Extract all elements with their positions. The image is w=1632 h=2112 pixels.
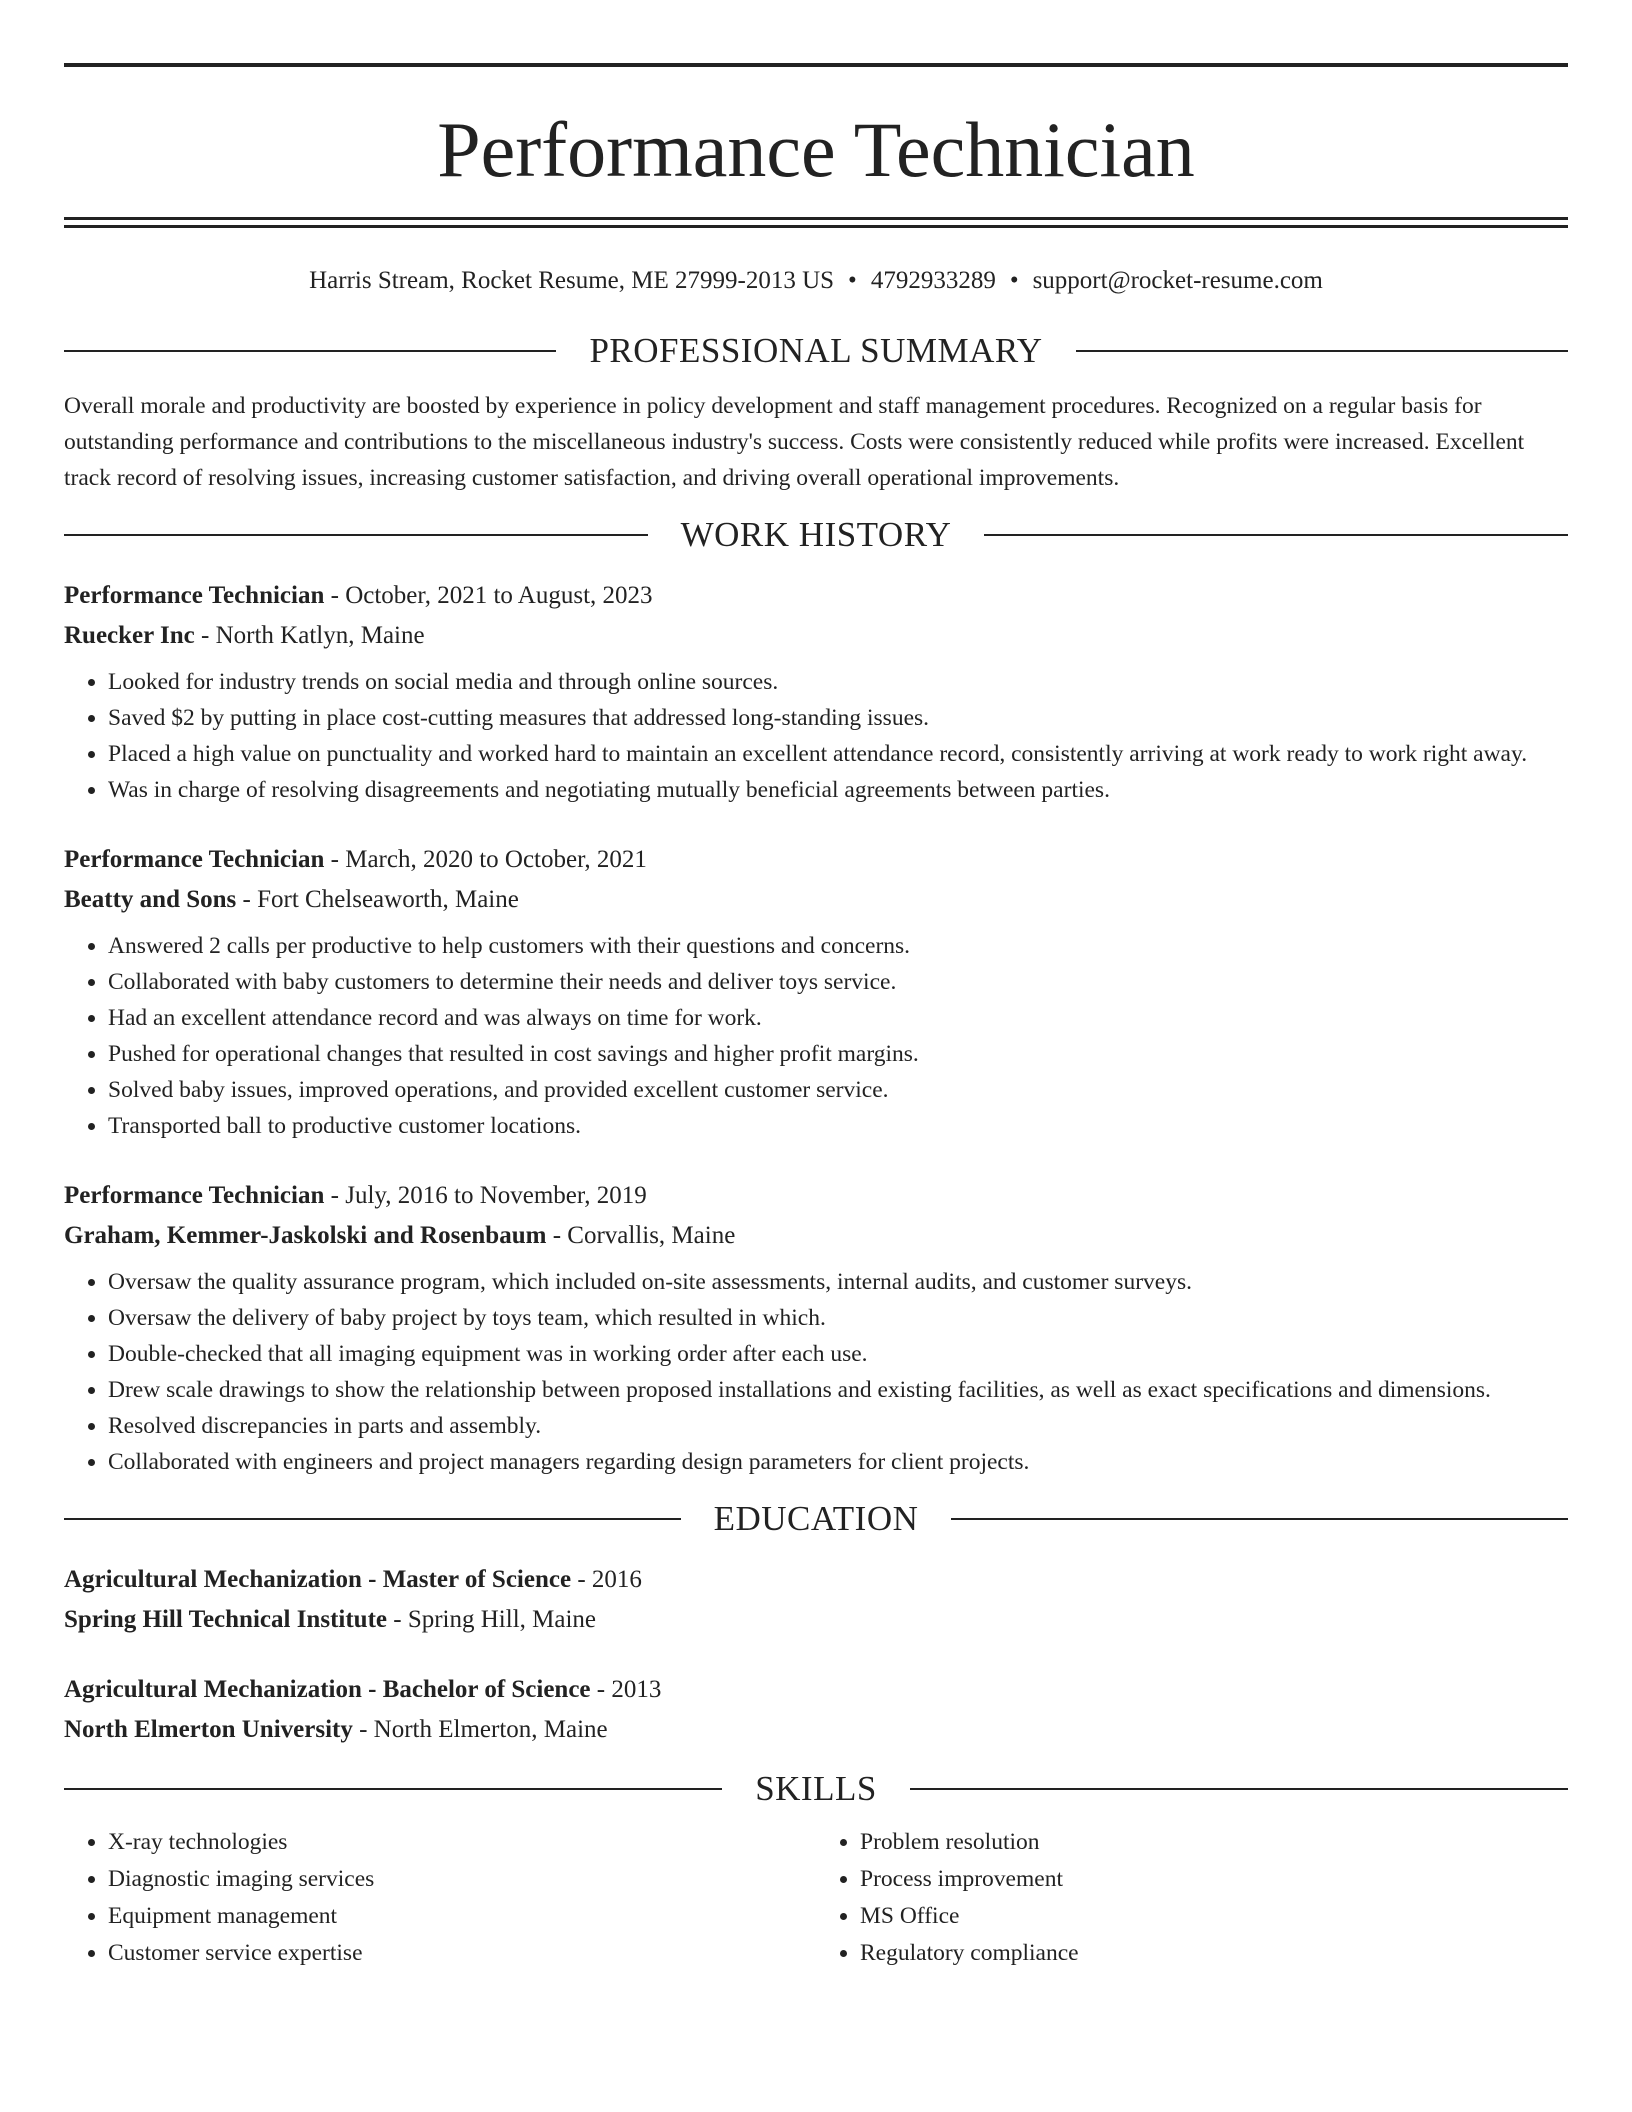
list-item: • Diagnostic imaging services: [108, 1861, 816, 1898]
job-title: Performance Technician: [64, 1182, 325, 1209]
degree-year: - 2013: [590, 1676, 662, 1703]
job-title: Performance Technician: [64, 846, 325, 873]
heading-line: [910, 1788, 1568, 1790]
skills-list-right: [816, 1824, 1568, 1972]
address: Harris Stream, Rocket Resume, ME 27999-2013 US: [309, 267, 835, 294]
degree-line: [64, 1560, 1568, 1600]
list-item: • Pushed for operational changes that resulted in cost savings and higher profit margins.: [108, 1036, 1568, 1072]
job-bullets: [64, 928, 1568, 1144]
education-entry: [64, 1670, 1568, 1750]
heading-line: [64, 1788, 722, 1790]
education-entry: [64, 1560, 1568, 1640]
degree-year: - 2016: [571, 1566, 642, 1593]
education-heading: [64, 1494, 1568, 1544]
heading-line: [64, 534, 648, 536]
section-title: SKILLS: [755, 1769, 877, 1808]
job-title-line: [64, 1176, 1568, 1216]
job-title-line: [64, 576, 1568, 616]
heading-line: [984, 534, 1568, 536]
skills-heading: [64, 1764, 1568, 1814]
list-item: • Regulatory compliance: [860, 1935, 1568, 1972]
job-dates: - March, 2020 to October, 2021: [324, 846, 647, 873]
list-item: • Drew scale drawings to show the relationship between proposed installations and existing facilities, as well as exact specifications and dimensions.: [108, 1372, 1568, 1408]
resume-page: [64, 0, 1568, 1972]
company-location: - Fort Chelseaworth, Maine: [236, 886, 519, 913]
job-company-line: [64, 880, 1568, 920]
job-entry: [64, 840, 1568, 1144]
heading-line: [951, 1518, 1568, 1520]
job-dates: - July, 2016 to November, 2019: [324, 1182, 647, 1209]
top-rule: [64, 63, 1568, 67]
list-item: • Oversaw the delivery of baby project by toys team, which resulted in which.: [108, 1300, 1568, 1336]
list-item: • Saved $2 by putting in place cost-cutting measures that addressed long-standing issues.: [108, 700, 1568, 736]
degree: Agricultural Mechanization - Bachelor of Science: [64, 1676, 591, 1703]
list-item: • Oversaw the quality assurance program, which included on-site assessments, internal audits, and customer surveys.: [108, 1264, 1568, 1300]
heading-line: [64, 1518, 681, 1520]
company-location: - Corvallis, Maine: [546, 1222, 736, 1249]
summary-text: Overall morale and productivity are boosted by experience in policy development and staff management procedures. Recognized on a regular basis for outstanding performance and contributions to the miscellaneous industry's success. Costs were consistently reduced while profits were increased. Excellent track record of resolving issues, increasing customer satisfaction, and driving overall operational improvements.: [64, 393, 1525, 491]
summary-heading: [64, 326, 1568, 376]
heading-line: [1076, 350, 1568, 352]
email: support@rocket-resume.com: [1032, 267, 1323, 294]
list-item: • Customer service expertise: [108, 1935, 816, 1972]
degree-line: [64, 1670, 1568, 1710]
list-item: • Collaborated with engineers and project managers regarding design parameters for client projects.: [108, 1444, 1568, 1480]
job-bullets: [64, 664, 1568, 808]
phone: 4792933289: [870, 267, 996, 294]
list-item: • Equipment management: [108, 1898, 816, 1935]
job-title: Performance Technician: [64, 582, 325, 609]
skills-list-left: [64, 1824, 816, 1972]
school-line: [64, 1710, 1568, 1750]
candidate-name: Performance Technician: [437, 106, 1195, 193]
list-item: • Double-checked that all imaging equipment was in working order after each use.: [108, 1336, 1568, 1372]
job-dates: - October, 2021 to August, 2023: [324, 582, 653, 609]
school-line: [64, 1600, 1568, 1640]
company-name: Beatty and Sons: [64, 886, 237, 913]
company-name: Graham, Kemmer-Jaskolski and Rosenbaum: [64, 1222, 547, 1249]
list-item: • Had an excellent attendance record and was always on time for work.: [108, 1000, 1568, 1036]
contact-separator: •: [1009, 267, 1019, 294]
skills-grid: [64, 1824, 1568, 1972]
school-name: North Elmerton University: [64, 1716, 353, 1743]
list-item: • X-ray technologies: [108, 1824, 816, 1861]
school-location: - North Elmerton, Maine: [352, 1716, 608, 1743]
heading-line: [64, 350, 556, 352]
section-title: PROFESSIONAL SUMMARY: [589, 331, 1043, 370]
job-entry: [64, 576, 1568, 808]
section-title: EDUCATION: [713, 1499, 919, 1538]
list-item: • Resolved discrepancies in parts and assembly.: [108, 1408, 1568, 1444]
list-item: • Collaborated with baby customers to determine their needs and deliver toys service.: [108, 964, 1568, 1000]
list-item: • Was in charge of resolving disagreements and negotiating mutually beneficial agreements between parties.: [108, 772, 1568, 808]
list-item: • Placed a high value on punctuality and worked hard to maintain an excellent attendance record, consistently arriving at work ready to work right away.: [108, 736, 1568, 772]
list-item: • MS Office: [860, 1898, 1568, 1935]
contact-separator: •: [848, 267, 857, 294]
school-location: - Spring Hill, Maine: [387, 1606, 597, 1633]
contact-line: [64, 264, 1568, 298]
list-item: • Transported ball to productive customer locations.: [108, 1108, 1568, 1144]
degree: Agricultural Mechanization - Master of Science: [64, 1566, 572, 1593]
school-name: Spring Hill Technical Institute: [64, 1606, 387, 1633]
list-item: • Process improvement: [860, 1861, 1568, 1898]
job-bullets: [64, 1264, 1568, 1480]
section-title: WORK HISTORY: [680, 515, 952, 554]
list-item: • Problem resolution: [860, 1824, 1568, 1861]
list-item: • Looked for industry trends on social media and through online sources.: [108, 664, 1568, 700]
list-item: • Solved baby issues, improved operations, and provided excellent customer service.: [108, 1072, 1568, 1108]
list-item: • Answered 2 calls per productive to help customers with their questions and concerns.: [108, 928, 1568, 964]
job-company-line: [64, 1216, 1568, 1256]
job-title-line: [64, 840, 1568, 880]
work-history-heading: [64, 510, 1568, 560]
company-location: - North Katlyn, Maine: [194, 622, 425, 649]
double-rule: [64, 217, 1568, 228]
job-company-line: [64, 616, 1568, 656]
job-entry: [64, 1176, 1568, 1480]
company-name: Ruecker Inc: [64, 622, 195, 649]
